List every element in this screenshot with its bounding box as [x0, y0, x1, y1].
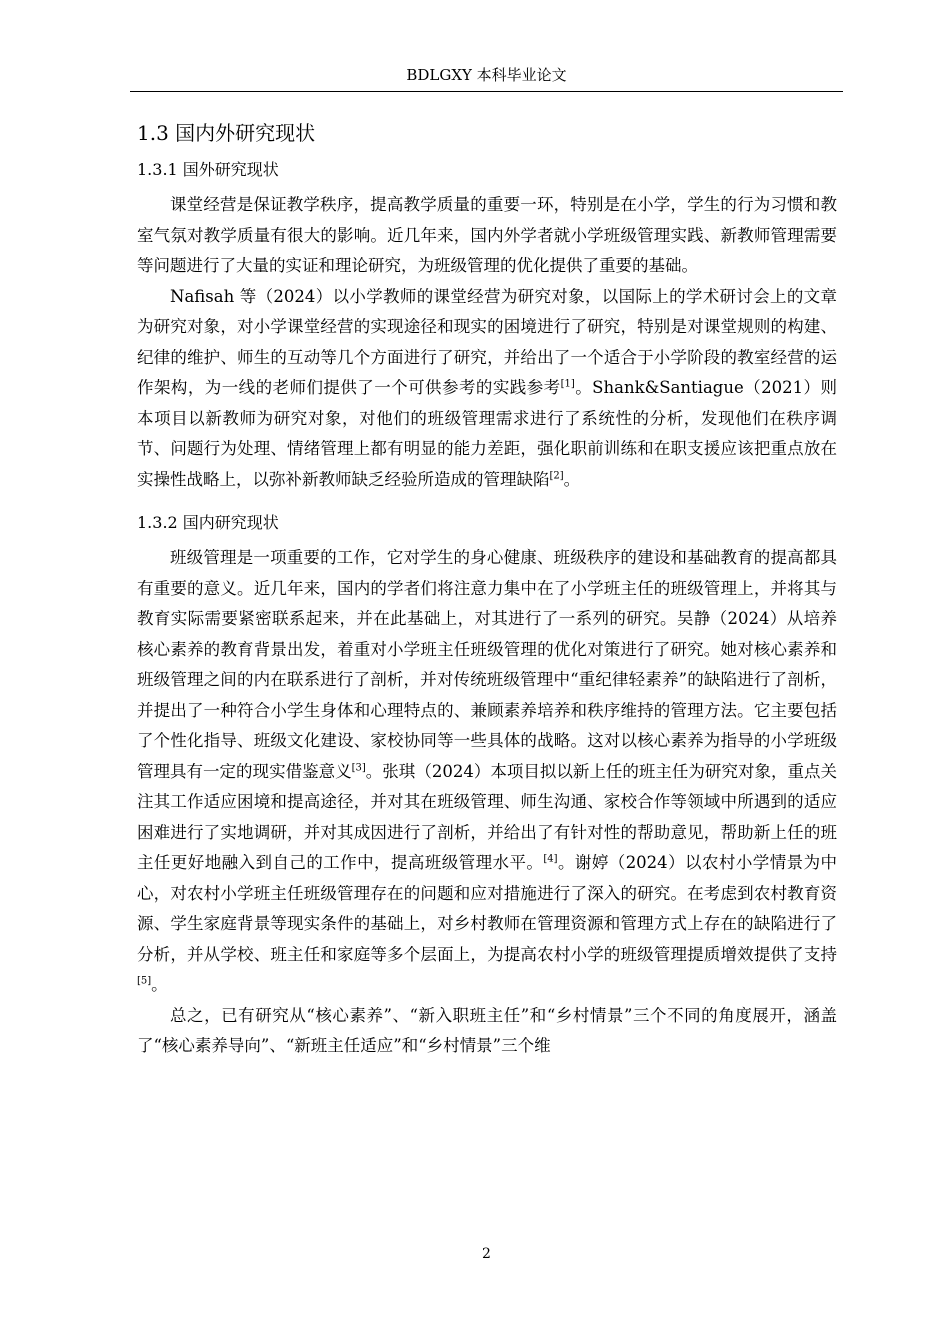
- text-run: 。: [151, 975, 168, 994]
- header-rule: [130, 91, 843, 92]
- paragraph: [137, 543, 837, 1001]
- section-title: 1.3 国内外研究现状: [137, 121, 316, 145]
- paragraph: 课堂经营是保证教学秩序，提高教学质量的重要一环，特别是在小学，学生的行为习惯和教室气氛对教学质量有很大的影响。近几年来，国内外学者就小学班级管理实践、新教师管理需要等问题进行了大量的实证和理论研究，为班级管理的优化提供了重要的基础。: [137, 195, 837, 275]
- text-run: 。谢婷（2024）以农村小学情景为中心，对农村小学班主任班级管理存在的问题和应对措施进行了深入的研究。在考虑到农村教育资源、学生家庭背景等现实条件的基础上，对乡村教师在管理资源和管理方式上存在的缺陷进行了分析，并从学校、班主任和家庭等多个层面上，为提高农村小学的班级管理提质增效提供了支持: [137, 853, 837, 964]
- text-run: 。Shank&Santiague（2021）则本项目以新教师为研究对象，对他们的班级管理需求进行了系统性的分析，发现他们在秩序调节、问题行为处理、情绪管理上都有明显的能力差距，强化职前训练和在职支援应该把重点放在实操性战略上，以弥补新教师缺乏经验所造成的管理缺陷: [137, 378, 838, 489]
- text-run: 。张琪（2024）本项目拟以新上任的班主任为研究对象，重点关注其工作适应困境和提高途径，并对其在班级管理、师生沟通、家校合作等领域中所遇到的适应困难进行了实地调研，并对其成因进行了剖析，并给出了有针对性的帮助意见，帮助新上任的班主任更好地融入到自己的工作中，提高班级管理水平。: [137, 761, 837, 872]
- citation-ref: [2]: [549, 470, 564, 481]
- citation-ref: [3]: [351, 762, 366, 773]
- citation-ref: [4]: [543, 853, 558, 865]
- running-header: BDLGXY 本科毕业论文: [406, 66, 567, 84]
- paragraph: 总之，已有研究从“核心素养”、“新入职班主任”和“乡村情景”三个不同的角度展开，涵盖了“核心素养导向”、“新班主任适应”和“乡村情景”三个维: [137, 1005, 837, 1055]
- paragraph: [137, 282, 837, 496]
- text-run: 。: [563, 469, 581, 489]
- subsection-title-domestic: 1.3.2 国内研究现状: [137, 513, 279, 532]
- subsection-title-foreign: 1.3.1 国外研究现状: [137, 160, 279, 179]
- text-run: Nafisah 等（2024）以小学教师的课堂经营为研究对象，以国际上的学术研讨会上的文章为研究对象，对小学课堂经营的实现途径和现实的困境进行了研究，特别是对课堂规则的构建、纪律的维护、师生的互动等几个方面进行了研究，并给出了一个适合于小学阶段的教室经营的运作架构，为一线的老师们提供了一个可供参考的实践参考: [137, 286, 837, 397]
- citation-ref: [1]: [560, 378, 575, 390]
- text-run: 班级管理是一项重要的工作，它对学生的身心健康、班级秩序的建设和基础教育的提高都具有重要的意义。近几年来，国内的学者们将注意力集中在了小学班主任的班级管理上，并将其与教育实际需要紧密联系起来，并在此基础上，对其进行了一系列的研究。吴静（2024）从培养核心素养的教育背景出发，着重对小学班主任班级管理的优化对策进行了研究。她对核心素养和班级管理之间的内在联系进行了剖析，并对传统班级管理中“重纪律轻素养”的缺陷进行了剖析，并提出了一种符合小学生身体和心理特点的、兼顾素养培养和秩序维持的管理方法。它主要包括了个性化指导、班级文化建设、家校协同等一些具体的战略。这对以核心素养为指导的小学班级管理具有一定的现实借鉴意义: [137, 548, 837, 781]
- page-body: [137, 118, 837, 1062]
- page-number: 2: [482, 1246, 491, 1262]
- citation-ref: [5]: [137, 975, 152, 987]
